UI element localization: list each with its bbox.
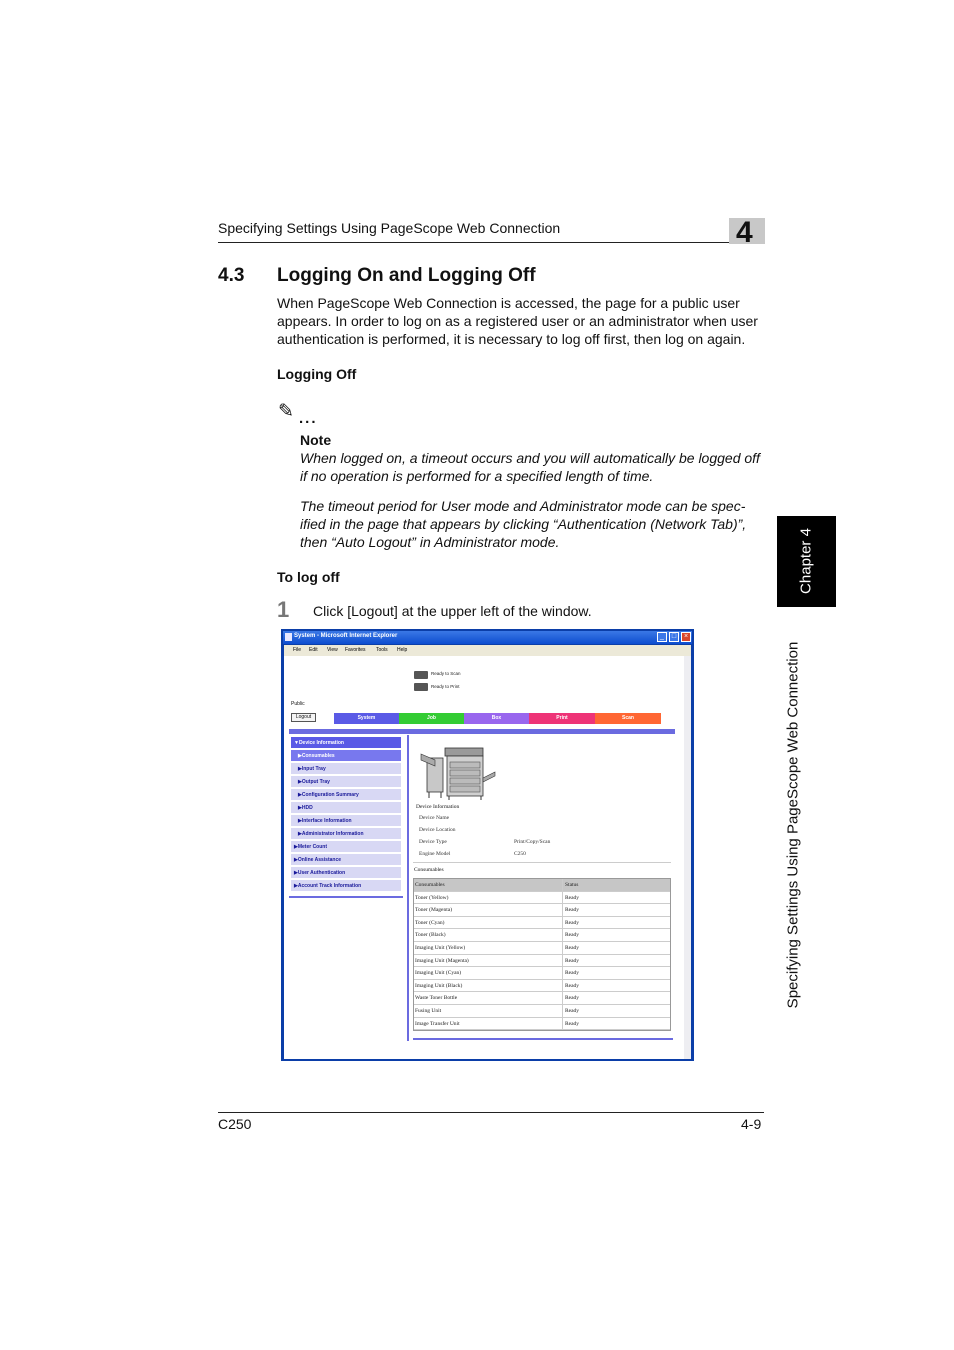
consumable-status: Ready bbox=[565, 907, 580, 914]
user-mode-label: Public bbox=[291, 701, 305, 707]
device-type-label: Device Type bbox=[419, 839, 447, 845]
device-info-rule bbox=[413, 862, 671, 863]
engine-model-label: Engine Model bbox=[419, 851, 451, 857]
printer-icon bbox=[414, 683, 428, 691]
consumable-status: Ready bbox=[565, 970, 580, 977]
table-row bbox=[414, 967, 670, 980]
header-rule bbox=[218, 242, 764, 243]
vertical-scrollbar[interactable] bbox=[684, 656, 691, 1059]
note-dots: ... bbox=[299, 410, 318, 427]
consumables-title: Consumables bbox=[414, 867, 444, 873]
consumable-name: Imaging Unit (Cyan) bbox=[415, 970, 462, 977]
tab-box[interactable]: Box bbox=[464, 713, 529, 724]
section-title: Logging On and Logging Off bbox=[277, 265, 536, 286]
page-number: 4-9 bbox=[741, 1116, 762, 1132]
consumable-status: Ready bbox=[565, 995, 580, 1002]
consumable-status: Ready bbox=[565, 1008, 580, 1014]
to-log-off-heading: To log off bbox=[277, 569, 340, 585]
nav-input-tray[interactable]: ▶Input Tray bbox=[291, 763, 401, 775]
consumable-status: Ready bbox=[565, 932, 580, 939]
intro-paragraph: When PageScope Web Connection is accessed, the page for a public user appears. In order to log on as a registered user or an administrator when user authentication is performed, it is necessary to log off first, then log on again. bbox=[277, 295, 758, 347]
status-print: Ready to Print bbox=[431, 684, 460, 689]
consumable-name: Toner (Black) bbox=[415, 932, 446, 939]
nav-interface-information[interactable]: ▶Interface Information bbox=[291, 815, 401, 827]
maximize-icon[interactable]: □ bbox=[669, 632, 679, 642]
step-number: 1 bbox=[277, 597, 290, 622]
nav-output-tray[interactable]: ▶Output Tray bbox=[291, 776, 401, 788]
device-name-label: Device Name bbox=[419, 815, 450, 821]
running-header: Specifying Settings Using PageScope Web Connection bbox=[218, 220, 561, 236]
device-type-value: Print/Copy/Scan bbox=[514, 839, 551, 845]
menu-edit[interactable]: Edit bbox=[309, 647, 318, 653]
table-row bbox=[414, 1018, 670, 1031]
engine-model-value: C250 bbox=[514, 851, 526, 857]
table-row bbox=[414, 892, 670, 905]
consumable-name: Toner (Cyan) bbox=[415, 919, 445, 926]
consumable-name: Imaging Unit (Yellow) bbox=[415, 945, 466, 951]
nav-device-information[interactable]: ▼Device Information bbox=[291, 737, 401, 749]
table-row bbox=[414, 904, 670, 917]
consumable-status: Ready bbox=[565, 945, 580, 951]
step-text: Click [Logout] at the upper left of the window. bbox=[313, 603, 592, 619]
chapter-side-tab-label: Chapter 4 bbox=[797, 528, 815, 594]
tab-system[interactable]: System bbox=[334, 713, 399, 724]
ie-icon bbox=[285, 633, 292, 641]
menu-view[interactable]: View bbox=[327, 647, 338, 653]
consumable-name: Imaging Unit (Magenta) bbox=[415, 957, 469, 964]
tab-print[interactable]: Print bbox=[529, 713, 595, 724]
consumable-status: Ready bbox=[565, 957, 580, 964]
nav-bottom-rule bbox=[289, 896, 403, 898]
chapter-number: 4 bbox=[736, 216, 753, 249]
nav-configuration-summary[interactable]: ▶Configuration Summary bbox=[291, 789, 401, 801]
column-header-status: Status bbox=[565, 882, 579, 888]
table-row bbox=[414, 980, 670, 993]
section-number: 4.3 bbox=[218, 265, 245, 286]
footer-model: C250 bbox=[218, 1116, 252, 1132]
consumable-name: Toner (Yellow) bbox=[415, 894, 449, 901]
table-row bbox=[414, 992, 670, 1005]
pencil-icon: ✎ bbox=[278, 401, 294, 422]
nav-account-track-information[interactable]: ▶Account Track Information bbox=[291, 880, 401, 892]
nav-meter-count[interactable]: ▶Meter Count bbox=[291, 841, 401, 853]
table-header-row bbox=[414, 879, 670, 892]
table-row bbox=[414, 917, 670, 930]
nav-hdd[interactable]: ▶HDD bbox=[291, 802, 401, 814]
nav-online-assistance[interactable]: ▶Online Assistance bbox=[291, 854, 401, 866]
close-icon[interactable]: × bbox=[681, 632, 691, 642]
column-header-consumables: Consumables bbox=[415, 882, 445, 888]
device-information-title: Device Information bbox=[416, 804, 460, 810]
consumable-name: Image Transfer Unit bbox=[415, 1020, 460, 1027]
table-row bbox=[414, 929, 670, 942]
consumable-status: Ready bbox=[565, 1020, 580, 1027]
side-section-title: Specifying Settings Using PageScope Web Connection bbox=[784, 641, 802, 1009]
tab-scan[interactable]: Scan bbox=[595, 713, 661, 724]
menu-tools[interactable]: Tools bbox=[376, 647, 388, 653]
menu-file[interactable]: File bbox=[293, 647, 302, 653]
minimize-icon[interactable]: _ bbox=[657, 632, 667, 642]
note-label: Note bbox=[300, 432, 332, 448]
device-location-label: Device Location bbox=[419, 827, 456, 833]
consumable-name: Imaging Unit (Black) bbox=[415, 982, 463, 989]
note-paragraph: The timeout period for User mode and Administrator mode can be spec-ified in the page that appears by clicking “Authentication (Network Tab)”, then “Auto Logout” in Administrator mode. bbox=[300, 498, 747, 550]
consumable-status: Ready bbox=[565, 894, 580, 901]
menu-help[interactable]: Help bbox=[397, 647, 408, 653]
content-divider bbox=[407, 735, 409, 1041]
consumable-name: Waste Toner Bottle bbox=[415, 995, 458, 1002]
nav-administrator-information[interactable]: ▶Administrator Information bbox=[291, 828, 401, 840]
logging-off-heading: Logging Off bbox=[277, 366, 357, 382]
footer-rule bbox=[218, 1112, 764, 1113]
content-bottom-rule bbox=[413, 1038, 673, 1040]
consumable-status: Ready bbox=[565, 919, 580, 926]
consumable-name: Toner (Magenta) bbox=[415, 907, 453, 914]
status-scan: Ready to Scan bbox=[431, 671, 461, 676]
window-title: System - Microsoft Internet Explorer bbox=[294, 633, 398, 639]
tab-job[interactable]: Job bbox=[399, 713, 464, 724]
table-row bbox=[414, 1005, 670, 1018]
nav-consumables[interactable]: ▶Consumables bbox=[291, 750, 401, 762]
tab-bar-underline bbox=[289, 729, 675, 734]
menu-favorites[interactable]: Favorites bbox=[345, 647, 366, 653]
scanner-icon bbox=[414, 671, 428, 679]
note-paragraph: When logged on, a timeout occurs and you will automatically be logged off if no operation is performed for a specified length of time. bbox=[300, 450, 760, 484]
nav-user-authentication[interactable]: ▶User Authentication bbox=[291, 867, 401, 879]
copier-illustration bbox=[417, 742, 497, 802]
table-row bbox=[414, 942, 670, 955]
table-row bbox=[414, 955, 670, 968]
logout-button[interactable]: Logout bbox=[291, 713, 316, 722]
consumable-name: Fusing Unit bbox=[415, 1008, 442, 1014]
consumable-status: Ready bbox=[565, 982, 580, 989]
